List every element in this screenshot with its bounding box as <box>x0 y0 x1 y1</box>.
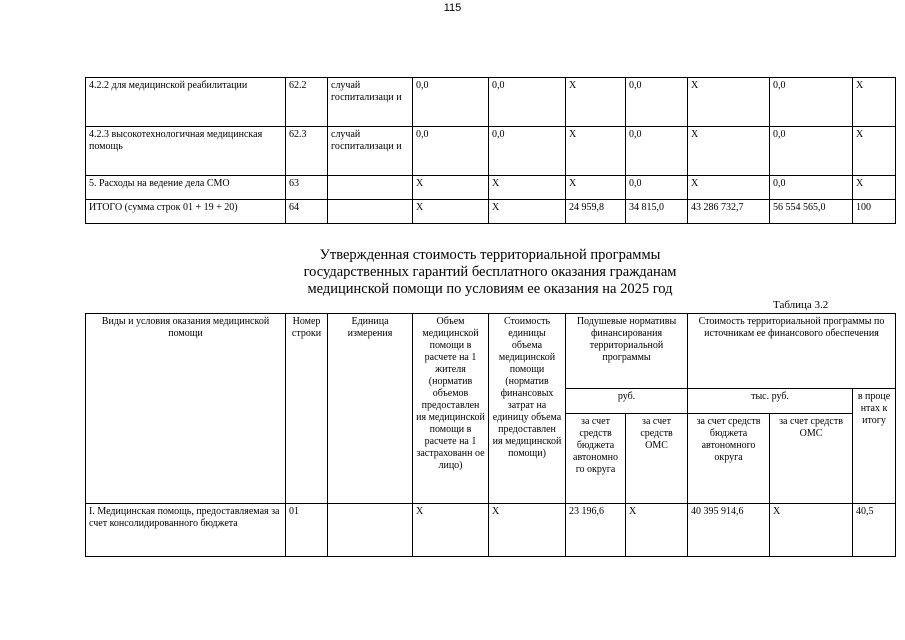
table-cell: 62.3 <box>286 127 328 176</box>
table-row <box>86 200 896 224</box>
table-cell <box>328 200 413 224</box>
heading-line-1: Утвержденная стоимость территориальной программы <box>319 247 661 263</box>
table-cell: Х <box>489 200 566 224</box>
header-row-number: Номер строки <box>286 314 328 504</box>
table-cell: 0,0 <box>489 127 566 176</box>
table-cell: 0,0 <box>770 176 853 200</box>
table-cell: Х <box>413 504 489 557</box>
table-cell: 56 554 565,0 <box>770 200 853 224</box>
table-cell: 64 <box>286 200 328 224</box>
header-oms-rub: за счет средств ОМС <box>626 414 688 504</box>
table-caption: Таблица 3.2 <box>773 299 829 311</box>
table-cell: Х <box>626 504 688 557</box>
table-cell: 62.2 <box>286 78 328 127</box>
table-cell: Х <box>688 127 770 176</box>
table-cell: 23 196,6 <box>566 504 626 557</box>
table-cell: 4.2.3 высокотехнологичная медицинская помощь <box>86 127 286 176</box>
page-number: 115 <box>443 2 462 14</box>
table-cell: Х <box>853 78 896 127</box>
table-cell: Х <box>413 176 489 200</box>
table-cell: 0,0 <box>770 127 853 176</box>
table-cell: Х <box>489 504 566 557</box>
header-cost-group: Стоимость территориальной программы по источникам ее финансового обеспечения <box>688 314 896 389</box>
table-cell: 0,0 <box>413 127 489 176</box>
table-row <box>86 176 896 200</box>
table-cell: 0,0 <box>626 78 688 127</box>
bottom-table <box>85 313 896 557</box>
table-cell: 40 395 914,6 <box>688 504 770 557</box>
table-cell: 63 <box>286 176 328 200</box>
table-cell: 0,0 <box>489 78 566 127</box>
header-percent: в проце нтах к итогу <box>853 389 896 504</box>
top-table <box>85 77 896 224</box>
table-cell: I. Медицинская помощь, предоставляемая за счет консолидированного бюджета <box>86 504 286 557</box>
table-cell: 0,0 <box>626 176 688 200</box>
table-row <box>86 504 896 557</box>
table-cell: 34 815,0 <box>626 200 688 224</box>
table-cell: 4.2.2 для медицинской реабилитации <box>86 78 286 127</box>
header-thousand-rub: тыс. руб. <box>688 389 853 414</box>
table-cell: ИТОГО (сумма строк 01 + 19 + 20) <box>86 200 286 224</box>
table-cell: 01 <box>286 504 328 557</box>
heading-line-2: государственных гарантий бесплатного оказания гражданам <box>303 264 677 280</box>
table-heading <box>85 247 895 298</box>
table-cell: 5. Расходы на ведение дела СМО <box>86 176 286 200</box>
table-cell: Х <box>688 176 770 200</box>
table-cell: Х <box>688 78 770 127</box>
table-cell: случай госпитализаци и <box>328 127 413 176</box>
table-cell: Х <box>853 127 896 176</box>
table-row <box>86 78 896 127</box>
table-cell: 24 959,8 <box>566 200 626 224</box>
table-cell: Х <box>566 176 626 200</box>
table-cell: случай госпитализаци и <box>328 78 413 127</box>
table-cell: 40,5 <box>853 504 896 557</box>
table-cell: 100 <box>853 200 896 224</box>
table-cell: 0,0 <box>770 78 853 127</box>
table-cell: Х <box>853 176 896 200</box>
header-volume: Объем медицинской помощи в расчете на 1 жителя (норматив объемов предоставлен ия медицинской помощи в расчете на 1 застрахованн ое лицо) <box>413 314 489 504</box>
table-cell <box>328 504 413 557</box>
table-cell: 0,0 <box>413 78 489 127</box>
table-cell: 43 286 732,7 <box>688 200 770 224</box>
table-row <box>86 127 896 176</box>
table-cell: Х <box>566 78 626 127</box>
header-budget-rub: за счет средств бюджета автономно го округа <box>566 414 626 504</box>
table-cell: Х <box>489 176 566 200</box>
header-services: Виды и условия оказания медицинской помощи <box>86 314 286 504</box>
table-cell <box>328 176 413 200</box>
header-unit: Единица измерения <box>328 314 413 504</box>
header-rub: руб. <box>566 389 688 414</box>
table-cell: Х <box>770 504 853 557</box>
table-cell: Х <box>566 127 626 176</box>
table-cell: Х <box>413 200 489 224</box>
header-budget-thousand: за счет средств бюджета автономного округа <box>688 414 770 504</box>
header-oms-thousand: за счет средств ОМС <box>770 414 853 504</box>
heading-line-3: медицинской помощи по условиям ее оказания на 2025 год <box>307 281 673 297</box>
header-unit-cost: Стоимость единицы объема медицинской помощи (норматив финансовых затрат на единицу объема предоставлен ия медицинской помощи) <box>489 314 566 504</box>
table-cell: 0,0 <box>626 127 688 176</box>
header-per-capita: Подушевые нормативы финансирования территориальной программы <box>566 314 688 389</box>
